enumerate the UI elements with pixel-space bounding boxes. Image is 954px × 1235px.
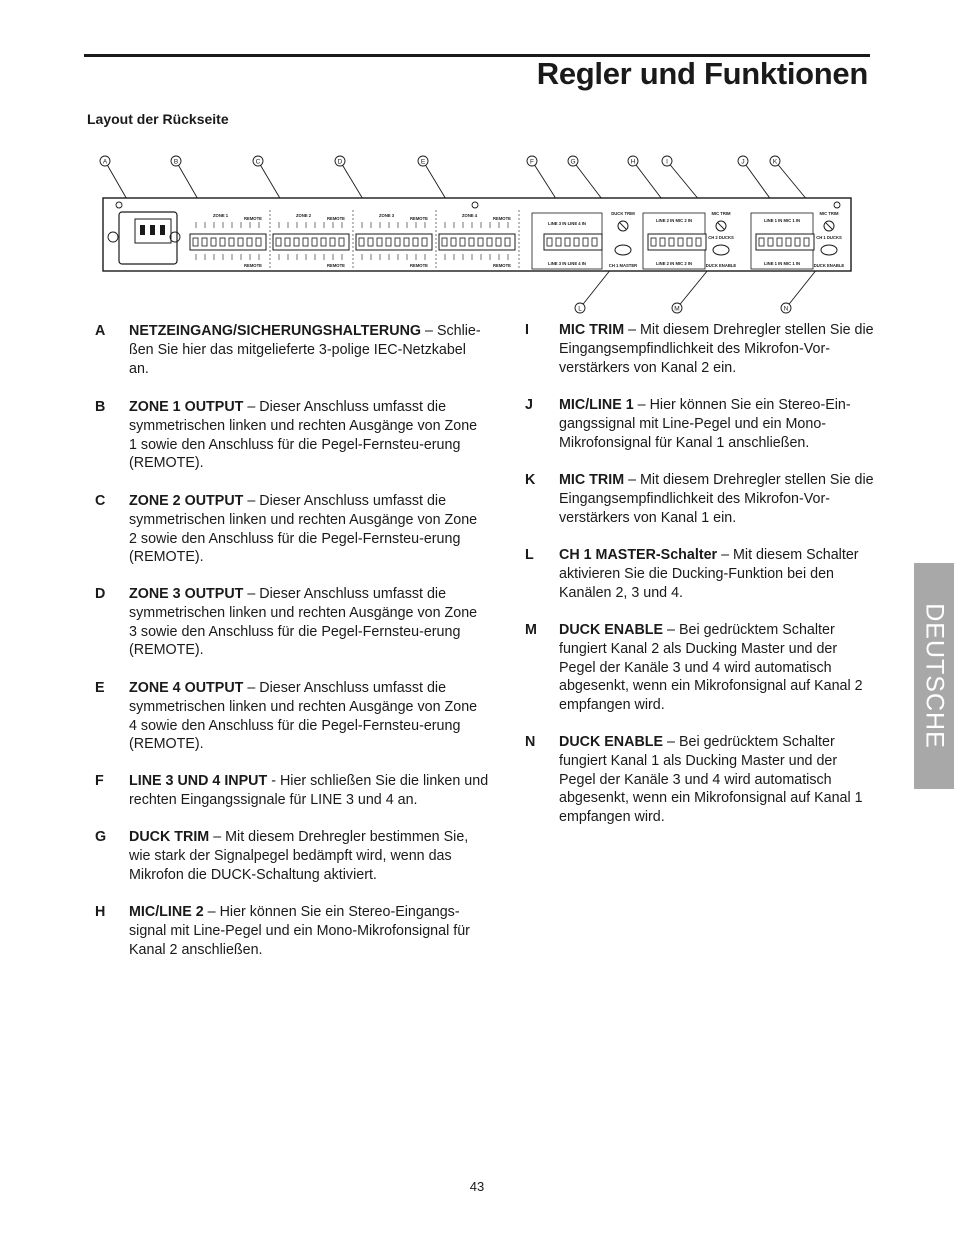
callout-g — [568, 156, 578, 166]
panel-label: LINE 1 IN MIC 1 IN — [763, 218, 801, 223]
item-term: DUCK ENABLE — [559, 622, 664, 638]
callout-c — [253, 156, 263, 166]
item-term: ZONE 4 OUTPUT — [129, 680, 244, 696]
callout-letter: D — [337, 158, 343, 166]
panel-label: ZONE 4 — [462, 213, 478, 218]
item-term: DUCK ENABLE — [559, 734, 664, 750]
panel-label: CH 1 MASTER — [608, 263, 638, 268]
panel-label: CH 1 DUCKS — [816, 235, 842, 240]
callout-k — [770, 156, 780, 166]
power-inlet — [108, 212, 180, 264]
callout-letter: L — [578, 305, 582, 313]
item-term: ZONE 1 OUTPUT — [129, 399, 244, 415]
item-letter: K — [525, 472, 536, 488]
item-text: - Hier schließen Sie die linken und rechten Eingangssignale für LINE 3 und 4 an. — [129, 773, 489, 808]
item-text: – Hier können Sie ein Stereo-Ein-gangssignal mit Line-Pegel und ein Mono-Mikrofonsignal für Kanal 1 anschließen. — [559, 397, 851, 451]
duck-enable-2-switch — [713, 245, 729, 255]
item-term: DUCK TRIM — [129, 829, 210, 845]
item-description — [129, 828, 489, 884]
item-text: – Schlie-ßen Sie hier das mitgelieferte 3-polige IEC-Netzkabel an. — [129, 323, 481, 377]
callout-letter: I — [666, 158, 668, 166]
item-letter: C — [95, 493, 106, 509]
callout-letter: G — [570, 158, 576, 166]
callout-n — [781, 303, 791, 313]
item-letter: I — [525, 322, 529, 338]
callout-letter: E — [420, 158, 426, 166]
callout-letter: F — [530, 158, 534, 166]
language-tab — [914, 563, 954, 789]
panel-label: DUCK ENABLE — [705, 263, 737, 268]
item-term: ZONE 2 OUTPUT — [129, 493, 244, 509]
item-description — [129, 398, 489, 473]
item-text: – Dieser Anschluss umfasst die symmetrischen linken und rechten Ausgänge von Zone 1 sowie den Anschluss für die Pegel-Fernsteu-erung (REMOTE). — [129, 399, 478, 472]
item-description — [559, 321, 877, 377]
callout-e — [418, 156, 428, 166]
item-letter: D — [95, 586, 106, 602]
callout-letter: A — [102, 158, 108, 166]
item-text: – Mit diesem Drehregler stellen Sie die Eingangsempfindlichkeit des Mikrofon-Vor-verstärkers von Kanal 1 ein. — [559, 472, 874, 526]
item-text: – Bei gedrücktem Schalter fungiert Kanal 2 als Ducking Master und der Pegel der Kanäle 3 und 4 wird automatisch abgesenkt, wenn ein Mikrofonsignal auf Kanal 2 empfangen wird. — [559, 622, 863, 714]
item-term: CH 1 MASTER-Schalter — [559, 547, 718, 563]
panel-label: LINE 2 IN MIC 2 IN — [655, 261, 693, 266]
panel-label: CH 2 DUCKS — [708, 235, 734, 240]
item-text: – Mit diesem Schalter aktivieren Sie die Ducking-Funktion bei den Kanälen 2, 3 und 4. — [559, 547, 859, 601]
item-term: MIC TRIM — [559, 472, 625, 488]
callout-j — [738, 156, 748, 166]
item-letter: H — [95, 904, 106, 920]
panel-label: ZONE 3 — [379, 213, 395, 218]
mic-trim-2-knob — [716, 221, 726, 231]
panel-label: REMOTE — [327, 263, 345, 268]
item-text: – Mit diesem Drehregler stellen Sie die Eingangsempfindlichkeit des Mikrofon-Vor-verstärkers von Kanal 2 ein. — [559, 322, 874, 376]
zone-2-terminal — [273, 234, 349, 250]
panel-label: DUCK ENABLE — [813, 263, 845, 268]
panel-label: MIC TRIM — [819, 211, 839, 216]
callout-f — [527, 156, 537, 166]
panel-label: REMOTE — [410, 216, 428, 221]
callout-b — [171, 156, 181, 166]
panel-label: REMOTE — [493, 216, 511, 221]
zone-4-terminal — [439, 234, 515, 250]
panel-label: REMOTE — [410, 263, 428, 268]
item-description — [559, 471, 877, 527]
panel-label: LINE 2 IN MIC 2 IN — [655, 218, 693, 223]
mic-line-2-terminal — [648, 234, 706, 250]
page-title: Regler und Funktionen — [536, 56, 868, 91]
panel-label: MIC TRIM — [711, 211, 731, 216]
callout-d — [335, 156, 345, 166]
item-description — [129, 585, 489, 660]
item-description — [559, 546, 877, 602]
item-description — [129, 492, 489, 567]
item-term: MIC TRIM — [559, 322, 625, 338]
item-text: – Mit diesem Drehregler bestimmen Sie, wie stark der Signalpegel bedämpft wird, wenn das Mikrofon die DUCK-Schaltung aktiviert. — [129, 829, 469, 883]
item-description — [559, 733, 877, 827]
item-term: MIC/LINE 1 — [559, 397, 634, 413]
item-letter: E — [95, 680, 105, 696]
item-text: – Dieser Anschluss umfasst die symmetrischen linken und rechten Ausgänge von Zone 2 sowie den Anschluss für die Pegel-Fernsteu-erung (REMOTE). — [129, 493, 478, 566]
item-text: – Dieser Anschluss umfasst die symmetrischen linken und rechten Ausgänge von Zone 3 sowie den Anschluss für die Pegel-Fernsteu-erung (REMOTE). — [129, 586, 478, 659]
panel-label: LINE 3 IN LINE 4 IN — [548, 221, 586, 226]
panel-label: DUCK TRIM — [611, 211, 635, 216]
panel-label: ZONE 2 — [296, 213, 312, 218]
callout-letter: J — [741, 158, 745, 166]
item-description — [129, 679, 489, 754]
panel-label: LINE 1 IN MIC 1 IN — [763, 261, 801, 266]
page-number: 43 — [469, 1179, 485, 1194]
duck-trim-knob — [618, 221, 628, 231]
callout-a — [100, 156, 110, 166]
duck-enable-1-switch — [821, 245, 837, 255]
item-letter: A — [95, 323, 106, 339]
callout-letter: K — [772, 158, 778, 166]
mic-line-1-terminal — [756, 234, 814, 250]
item-letter: L — [525, 547, 534, 563]
panel-label: REMOTE — [244, 263, 262, 268]
item-description — [559, 396, 877, 452]
callout-l — [575, 303, 585, 313]
language-tab-label: DEUTSCHE — [920, 603, 949, 749]
panel-label: ZONE 1 — [213, 213, 229, 218]
item-letter: M — [525, 622, 537, 638]
callout-i — [662, 156, 672, 166]
callout-m — [672, 303, 682, 313]
ch1-master-switch — [615, 245, 631, 255]
item-letter: B — [95, 399, 106, 415]
item-term: MIC/LINE 2 — [129, 904, 204, 920]
zone-3-terminal — [356, 234, 432, 250]
panel-label: LINE 3 IN LINE 4 IN — [548, 261, 586, 266]
callout-letter: M — [674, 305, 680, 313]
item-term: NETZEINGANG/SICHERUNGSHALTERUNG — [129, 323, 422, 339]
item-term: ZONE 3 OUTPUT — [129, 586, 244, 602]
section-heading: Layout der Rückseite — [87, 111, 229, 127]
item-term: LINE 3 UND 4 INPUT — [129, 773, 268, 789]
callout-letter: B — [173, 158, 179, 166]
callout-letter: H — [630, 158, 636, 166]
item-text: – Hier können Sie ein Stereo-Eingangs-signal mit Line-Pegel und ein Mono-Mikrofonsignal für Kanal 2 anschließen. — [129, 904, 470, 958]
callout-letter: C — [255, 158, 261, 166]
rear-panel — [103, 198, 851, 271]
item-description — [559, 621, 877, 715]
item-letter: F — [95, 773, 104, 789]
panel-label: REMOTE — [493, 263, 511, 268]
callout-h — [628, 156, 638, 166]
item-letter: G — [95, 829, 107, 845]
item-description — [129, 903, 489, 959]
item-text: – Bei gedrücktem Schalter fungiert Kanal 1 als Ducking Master und der Pegel der Kanäle 3 und 4 wird automatisch abgesenkt, wenn ein Mikrofonsignal auf Kanal 1 empfangen wird. — [559, 734, 863, 826]
rear-panel-diagram — [95, 150, 855, 320]
callout-letter: N — [783, 305, 789, 313]
line-3-4-terminal — [544, 234, 602, 250]
item-letter: J — [525, 397, 533, 413]
item-description — [129, 322, 489, 378]
item-text: – Dieser Anschluss umfasst die symmetrischen linken und rechten Ausgänge von Zone 4 sowie den Anschluss für die Pegel-Fernsteu-erung (REMOTE). — [129, 680, 478, 753]
panel-label: REMOTE — [327, 216, 345, 221]
zone-1-terminal — [190, 234, 266, 250]
panel-label: REMOTE — [244, 216, 262, 221]
item-letter: N — [525, 734, 536, 750]
mic-trim-1-knob — [824, 221, 834, 231]
item-description — [129, 772, 489, 810]
